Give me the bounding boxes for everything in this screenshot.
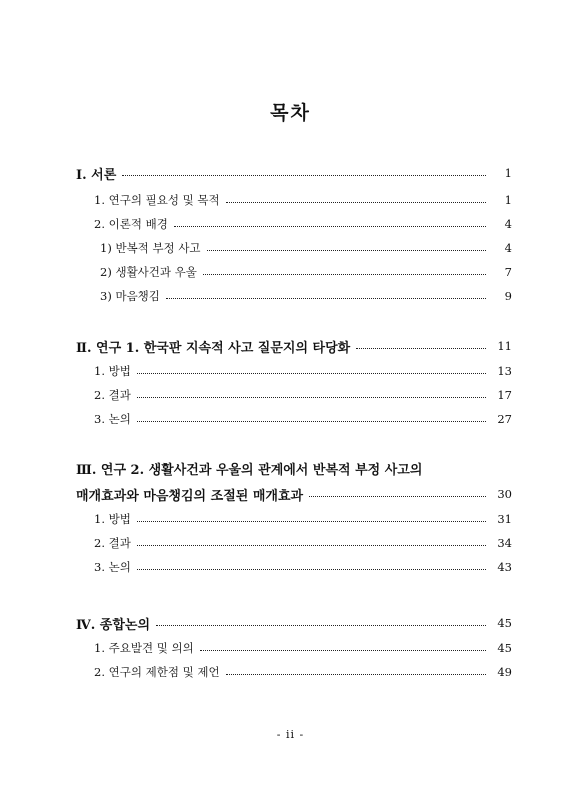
toc-label: 3. 논의 bbox=[94, 560, 131, 574]
dot-leader bbox=[156, 625, 486, 626]
toc-page: 13 bbox=[497, 364, 512, 378]
toc-item[interactable] bbox=[94, 556, 512, 578]
dot-leader bbox=[166, 298, 486, 299]
toc-item[interactable] bbox=[94, 661, 512, 683]
toc-label: 3. 논의 bbox=[94, 412, 131, 426]
dot-leader bbox=[203, 274, 486, 275]
toc-label: 2) 생활사건과 우울 bbox=[100, 265, 197, 279]
toc-label: 1. 방법 bbox=[94, 512, 131, 526]
dot-leader bbox=[226, 202, 486, 203]
toc-page: 45 bbox=[497, 641, 512, 655]
dot-leader bbox=[122, 175, 486, 176]
toc-section-4[interactable] bbox=[76, 612, 512, 634]
toc-page: 4 bbox=[504, 217, 512, 231]
toc-label: 3) 마음챙김 bbox=[100, 289, 160, 303]
dot-leader bbox=[207, 250, 486, 251]
toc-page: 49 bbox=[497, 665, 512, 679]
dot-leader bbox=[137, 421, 486, 422]
toc-item[interactable] bbox=[94, 384, 512, 406]
toc-label: 1. 연구의 필요성 및 목적 bbox=[94, 193, 220, 207]
toc-item[interactable] bbox=[94, 213, 512, 235]
toc-item[interactable] bbox=[94, 508, 512, 530]
toc-page: 1 bbox=[504, 193, 512, 207]
dot-leader bbox=[200, 650, 486, 651]
toc-heading: Ⅳ. 종합논의 bbox=[76, 617, 151, 633]
toc-label: 2. 연구의 제한점 및 제언 bbox=[94, 665, 220, 679]
toc-item[interactable] bbox=[94, 360, 512, 382]
dot-leader bbox=[174, 226, 486, 227]
dot-leader bbox=[356, 348, 486, 349]
toc-section-1[interactable] bbox=[76, 162, 512, 184]
toc-label: 2. 이론적 배경 bbox=[94, 217, 168, 231]
toc-page: 17 bbox=[497, 388, 512, 402]
toc-label: 2. 결과 bbox=[94, 536, 131, 550]
toc-page: 45 bbox=[497, 616, 512, 630]
dot-leader bbox=[137, 373, 486, 374]
toc-item[interactable] bbox=[94, 532, 512, 554]
page-number-footer: - ii - bbox=[276, 728, 305, 741]
page-title: 목차 bbox=[270, 102, 311, 124]
toc-label: 1. 방법 bbox=[94, 364, 131, 378]
toc-item[interactable] bbox=[94, 637, 512, 659]
toc-item[interactable] bbox=[94, 189, 512, 211]
toc-page: 9 bbox=[504, 289, 512, 303]
toc-item[interactable] bbox=[94, 408, 512, 430]
toc-page: 1 bbox=[504, 166, 512, 180]
toc-label: 1) 반복적 부정 사고 bbox=[100, 241, 201, 255]
toc-page: 27 bbox=[497, 412, 512, 426]
dot-leader bbox=[137, 521, 486, 522]
toc-section-3[interactable] bbox=[76, 483, 512, 505]
dot-leader bbox=[137, 569, 486, 570]
toc-page: 31 bbox=[497, 512, 512, 526]
toc-page: 4 bbox=[504, 241, 512, 255]
toc-subitem[interactable] bbox=[100, 261, 512, 283]
dot-leader bbox=[137, 545, 486, 546]
toc-subitem[interactable] bbox=[100, 237, 512, 259]
dot-leader bbox=[137, 397, 486, 398]
toc-heading: Ⅱ. 연구 1. 한국판 지속적 사고 질문지의 타당화 bbox=[76, 340, 351, 356]
toc-label: 2. 결과 bbox=[94, 388, 131, 402]
toc-page: 43 bbox=[497, 560, 512, 574]
toc-section-3-line1[interactable]: Ⅲ. 연구 2. 생활사건과 우울의 관계에서 반복적 부정 사고의 bbox=[76, 462, 423, 478]
dot-leader bbox=[226, 674, 486, 675]
toc-page: 11 bbox=[497, 339, 512, 353]
toc-heading: Ⅰ. 서론 bbox=[76, 167, 117, 183]
toc-section-2[interactable] bbox=[76, 335, 512, 357]
toc-label: 1. 주요발견 및 의의 bbox=[94, 641, 194, 655]
toc-subitem[interactable] bbox=[100, 285, 512, 307]
toc-heading: 매개효과와 마음챙김의 조절된 매개효과 bbox=[76, 488, 304, 504]
toc-page: 7 bbox=[504, 265, 512, 279]
toc-page: 34 bbox=[497, 536, 512, 550]
toc-page: 30 bbox=[497, 487, 512, 501]
dot-leader bbox=[309, 496, 486, 497]
